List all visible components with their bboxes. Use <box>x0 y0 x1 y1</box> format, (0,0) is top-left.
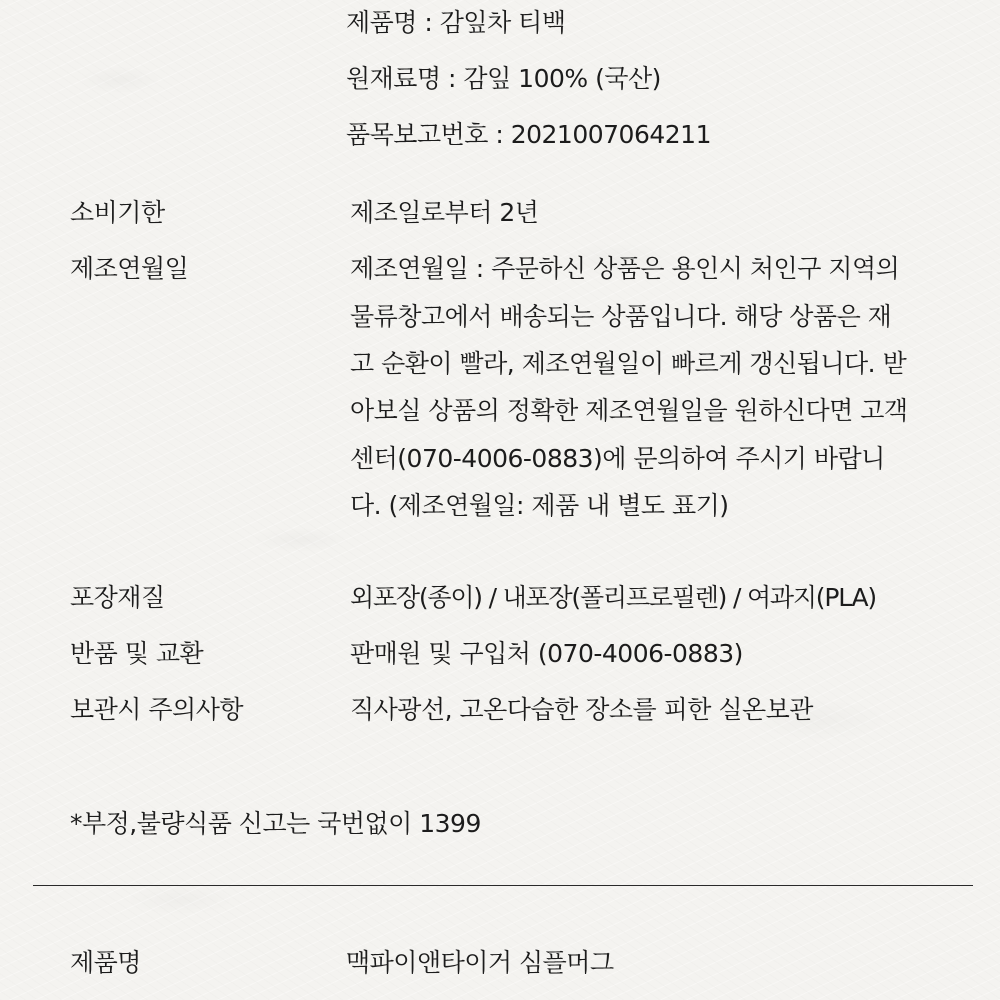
report-number-line: 품목보고번호 : 2021007064211 <box>346 120 711 149</box>
manufacture-date-line: 물류창고에서 배송되는 상품입니다. 해당 상품은 재 <box>350 302 892 331</box>
manufacture-date-line: 아보실 상품의 정확한 제조연월일을 원하신다면 고객 <box>350 396 908 425</box>
expiry-label: 소비기한 <box>70 198 165 227</box>
storage-value: 직사광선, 고온다습한 장소를 피한 실온보관 <box>350 695 813 724</box>
packaging-value: 외포장(종이) / 내포장(폴리프로필렌) / 여과지(PLA) <box>350 583 876 612</box>
manufacture-date-line: 센터(070-4006-0883)에 문의하여 주시기 바랍니 <box>350 444 885 473</box>
manufacture-date-line: 다. (제조연월일: 제품 내 별도 표기) <box>350 491 729 520</box>
manufacture-date-line: 제조연월일 : 주문하신 상품은 용인시 처인구 지역의 <box>350 254 900 283</box>
section-divider <box>33 885 973 886</box>
expiry-value: 제조일로부터 2년 <box>350 198 539 227</box>
fraud-report-notice: *부정,불량식품 신고는 국번없이 1399 <box>70 809 481 838</box>
returns-value: 판매원 및 구입처 (070-4006-0883) <box>350 639 743 668</box>
manufacture-date-line: 고 순환이 빨라, 제조연월일이 빠르게 갱신됩니다. 받 <box>350 349 907 378</box>
storage-label: 보관시 주의사항 <box>70 695 243 724</box>
returns-label: 반품 및 교환 <box>70 639 204 668</box>
manufacture-date-label: 제조연월일 <box>70 254 189 283</box>
packaging-label: 포장재질 <box>70 583 165 612</box>
product-name-line: 제품명 : 감잎차 티백 <box>346 8 566 37</box>
next-product-name-label: 제품명 <box>70 948 141 977</box>
ingredient-line: 원재료명 : 감잎 100% (국산) <box>346 64 661 93</box>
next-product-name-value: 맥파이앤타이거 심플머그 <box>346 948 614 977</box>
